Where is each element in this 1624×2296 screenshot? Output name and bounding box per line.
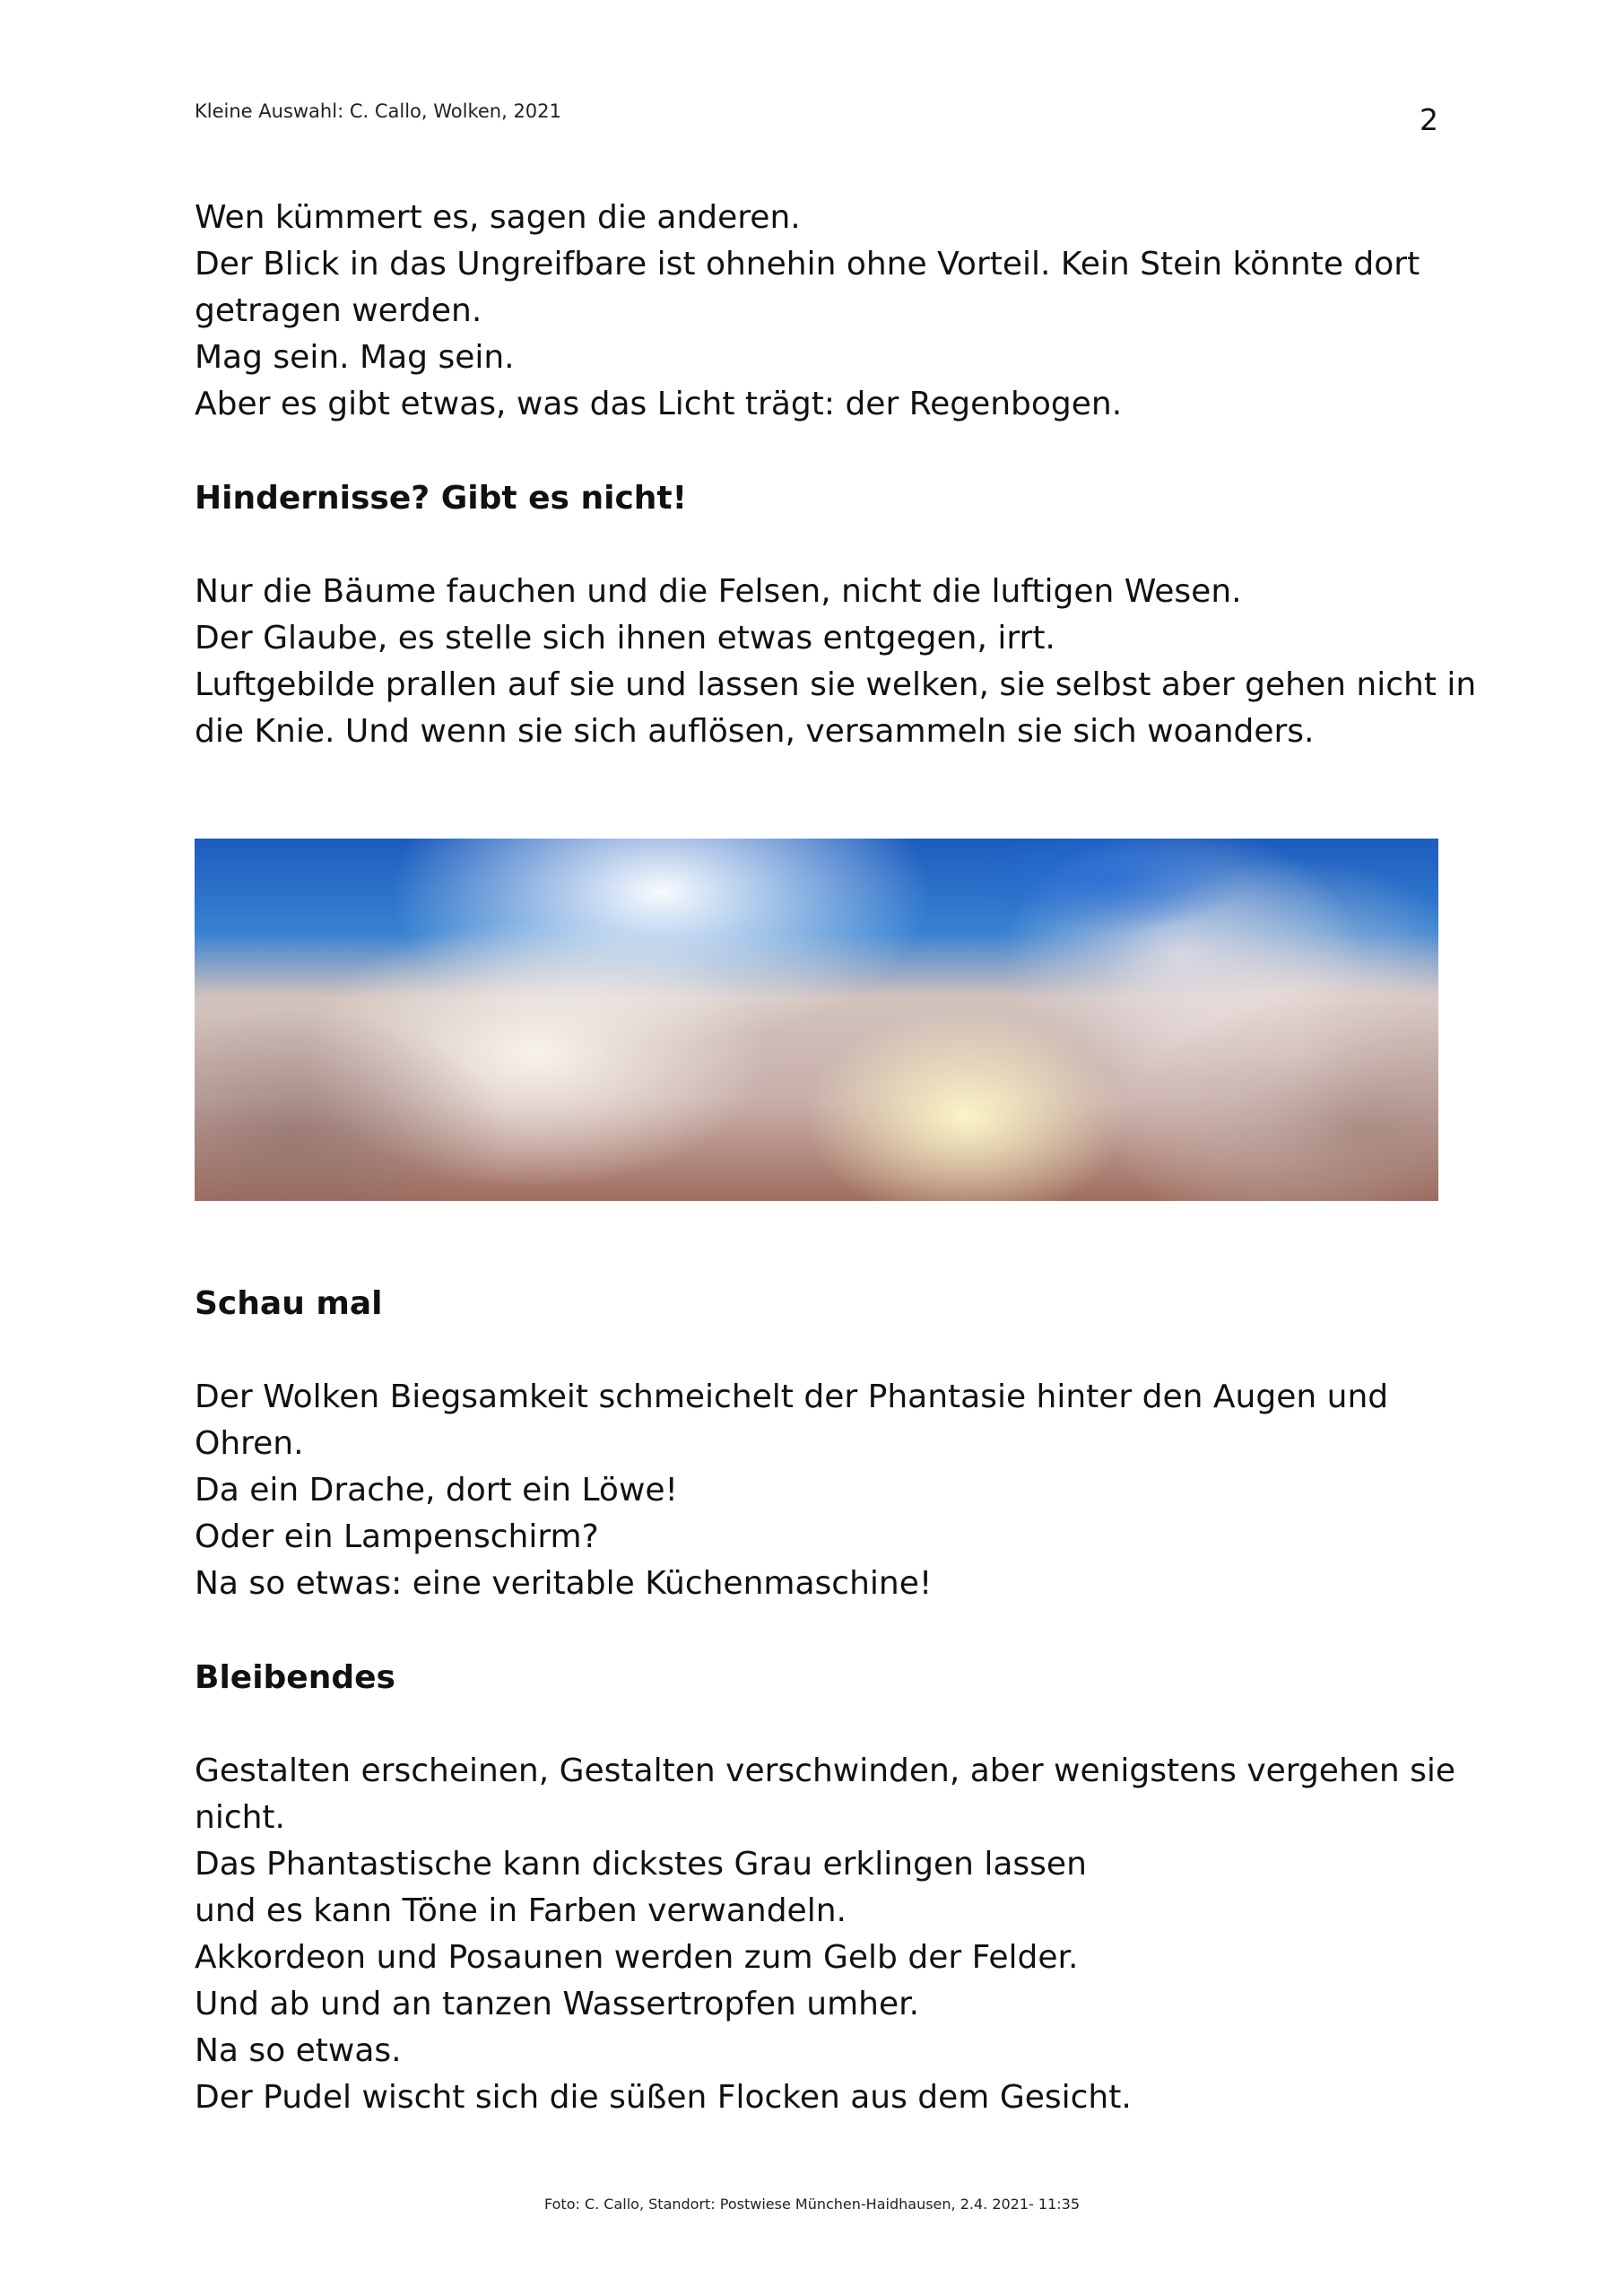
header-title: Kleine Auswahl: C. Callo, Wolken, 2021 (195, 100, 561, 122)
text-line: Aber es gibt etwas, was das Licht trägt: der Regenbogen. (195, 386, 1123, 422)
text-line: Ohren. (195, 1425, 304, 1462)
text-line: getragen werden. (195, 292, 482, 329)
text-line: Wen kümmert es, sagen die anderen. (195, 199, 801, 236)
section-bleibendes (195, 1655, 1450, 1701)
text-line: Gestalten erscheinen, Gestalten verschwinden, aber wenigstens vergehen sie (195, 1752, 1456, 1789)
text-line: nicht. (195, 1799, 285, 1836)
text-line: Na so etwas. (195, 2032, 402, 2069)
photo-credit: Foto: C. Callo, Standort: Postwiese München-Haidhausen, 2.4. 2021- 11:35 (544, 2196, 1080, 2213)
section-heading: Hindernisse? Gibt es nicht! (195, 480, 688, 517)
section-heading: Schau mal (195, 1285, 383, 1322)
section-schau-mal-body (195, 1374, 1450, 1607)
section-heading: Bleibendes (195, 1659, 395, 1696)
cloud-photo-shading (195, 839, 1438, 1201)
text-line: Da ein Drache, dort ein Löwe! (195, 1472, 678, 1509)
text-line: Und ab und an tanzen Wassertropfen umher. (195, 1986, 920, 2022)
cloud-photo (195, 839, 1438, 1201)
section-hindernisse-body (195, 569, 1477, 755)
section-hindernisse (195, 475, 1450, 522)
page-number: 2 (1420, 102, 1438, 137)
text-line: Der Wolken Biegsamkeit schmeichelt der Phantasie hinter den Augen und (195, 1378, 1389, 1415)
page-header (195, 95, 1438, 149)
text-line: Nur die Bäume fauchen und die Felsen, nicht die luftigen Wesen. (195, 573, 1242, 610)
text-line: Mag sein. Mag sein. (195, 339, 515, 376)
text-line: Das Phantastische kann dickstes Grau erklingen lassen (195, 1846, 1087, 1883)
text-line: die Knie. Und wenn sie sich auflösen, versammeln sie sich woanders. (195, 713, 1315, 750)
text-line: Der Glaube, es stelle sich ihnen etwas entgegen, irrt. (195, 620, 1055, 657)
text-line: Luftgebilde prallen auf sie und lassen sie welken, sie selbst aber gehen nicht in (195, 666, 1477, 703)
text-line: und es kann Töne in Farben verwandeln. (195, 1892, 847, 1929)
text-line: Der Pudel wischt sich die süßen Flocken aus dem Gesicht. (195, 2079, 1132, 2116)
section-schau-mal (195, 1281, 1450, 1327)
text-line: Na so etwas: eine veritable Küchenmaschine! (195, 1565, 933, 1602)
text-line: Oder ein Lampenschirm? (195, 1518, 599, 1555)
section-bleibendes-body (195, 1748, 1456, 2121)
intro-paragraph (195, 195, 1450, 428)
text-line: Der Blick in das Ungreifbare ist ohnehin ohne Vorteil. Kein Stein könnte dort (195, 246, 1420, 283)
text-line: Akkordeon und Posaunen werden zum Gelb der Felder. (195, 1939, 1079, 1976)
